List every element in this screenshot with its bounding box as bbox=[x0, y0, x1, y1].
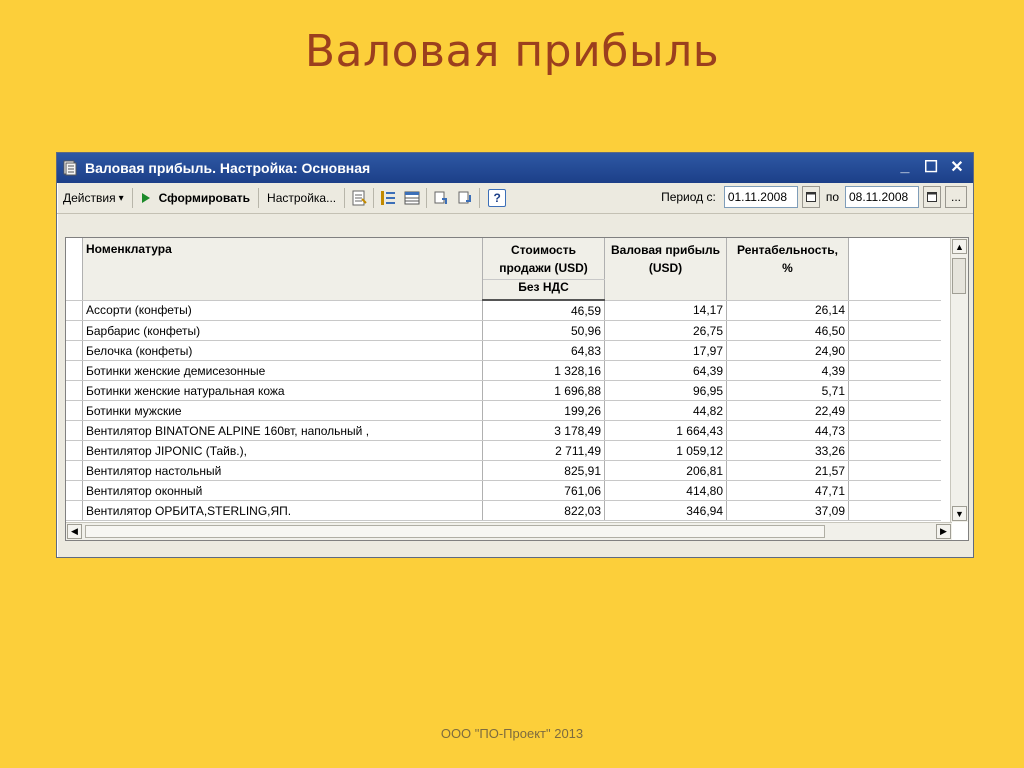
header-margin-line1: Рентабельность, bbox=[737, 243, 838, 257]
report-window bbox=[56, 152, 974, 558]
help-icon: ? bbox=[488, 189, 506, 207]
generate-button[interactable] bbox=[135, 186, 256, 210]
horizontal-scrollbar[interactable] bbox=[66, 522, 952, 540]
toolbar-divider bbox=[132, 188, 133, 208]
window-title: Валовая прибыль. Настройка: Основная bbox=[85, 160, 371, 176]
header-cost-line2: продажи (USD) bbox=[499, 261, 588, 275]
cell-margin[interactable]: 24,90 bbox=[727, 341, 849, 361]
toolbar-divider bbox=[373, 188, 374, 208]
cell-margin[interactable]: 33,26 bbox=[727, 441, 849, 461]
cell-profit[interactable]: 14,17 bbox=[605, 300, 727, 321]
slide-title: Валовая прибыль bbox=[304, 26, 720, 77]
cell-empty bbox=[849, 441, 941, 461]
cell-nomenclature[interactable]: Ботинки женские демисезонные bbox=[83, 361, 483, 381]
row-header-cell bbox=[66, 501, 83, 521]
cell-margin[interactable]: 5,71 bbox=[727, 381, 849, 401]
toolbar-divider bbox=[479, 188, 480, 208]
minimize-button[interactable]: _ bbox=[900, 158, 910, 175]
cell-nomenclature[interactable]: Вентилятор ОРБИТА,STERLING,ЯП. bbox=[83, 501, 483, 521]
cell-margin[interactable]: 47,71 bbox=[727, 481, 849, 501]
toolbar bbox=[57, 183, 973, 214]
toolbar-divider bbox=[344, 188, 345, 208]
scroll-right-icon[interactable]: ▶ bbox=[936, 524, 951, 539]
period-more-button[interactable]: ... bbox=[945, 186, 967, 208]
cell-empty bbox=[849, 361, 941, 381]
grid-body bbox=[66, 300, 941, 521]
cell-cost[interactable]: 1 328,16 bbox=[483, 361, 605, 381]
cell-profit[interactable]: 26,75 bbox=[605, 321, 727, 341]
cell-empty bbox=[849, 300, 941, 321]
header-cost-line1: Стоимость bbox=[511, 243, 576, 257]
cell-cost[interactable]: 46,59 bbox=[483, 300, 605, 321]
cell-nomenclature[interactable]: Ботинки женские натуральная кожа bbox=[83, 381, 483, 401]
cell-cost[interactable]: 3 178,49 bbox=[483, 421, 605, 441]
table-row[interactable] bbox=[66, 421, 941, 441]
table-row[interactable] bbox=[66, 300, 941, 321]
cell-profit[interactable]: 64,39 bbox=[605, 361, 727, 381]
table-row[interactable] bbox=[66, 501, 941, 521]
table-row[interactable] bbox=[66, 441, 941, 461]
cell-empty bbox=[849, 401, 941, 421]
cell-cost[interactable]: 2 711,49 bbox=[483, 441, 605, 461]
header-cost-sub: Без НДС bbox=[483, 280, 605, 301]
table-row[interactable] bbox=[66, 381, 941, 401]
table-row[interactable] bbox=[66, 321, 941, 341]
table-row[interactable] bbox=[66, 461, 941, 481]
report-icon[interactable] bbox=[350, 189, 368, 207]
maximize-button[interactable]: ☐ bbox=[923, 159, 939, 176]
cell-profit[interactable]: 96,95 bbox=[605, 381, 727, 401]
vertical-scrollbar[interactable] bbox=[950, 238, 968, 522]
header-margin-line2: % bbox=[782, 261, 793, 275]
cell-empty bbox=[849, 381, 941, 401]
settings-label: Настройка... bbox=[267, 191, 337, 205]
slide-footer: ООО "ПО-Проект" 2013 bbox=[440, 726, 584, 741]
row-header-cell bbox=[66, 341, 83, 361]
table-row[interactable] bbox=[66, 401, 941, 421]
header-cost[interactable] bbox=[483, 238, 605, 280]
filter-icon[interactable] bbox=[379, 189, 397, 207]
cell-empty bbox=[849, 321, 941, 341]
cell-margin[interactable]: 21,57 bbox=[727, 461, 849, 481]
cell-cost[interactable]: 825,91 bbox=[483, 461, 605, 481]
cell-margin[interactable]: 37,09 bbox=[727, 501, 849, 521]
chevron-down-icon: ▾ bbox=[118, 192, 124, 204]
row-header-cell bbox=[66, 381, 83, 401]
cell-empty bbox=[849, 421, 941, 441]
cell-profit[interactable]: 206,81 bbox=[605, 461, 727, 481]
calendar-icon[interactable] bbox=[802, 186, 820, 208]
cell-cost[interactable]: 761,06 bbox=[483, 481, 605, 501]
cell-profit[interactable]: 17,97 bbox=[605, 341, 727, 361]
header-empty bbox=[849, 238, 941, 300]
row-header-cell bbox=[66, 481, 83, 501]
header-profit[interactable] bbox=[605, 238, 727, 300]
undo-icon[interactable] bbox=[432, 189, 450, 207]
cell-cost[interactable]: 1 696,88 bbox=[483, 381, 605, 401]
cell-margin[interactable]: 4,39 bbox=[727, 361, 849, 381]
cell-cost[interactable]: 199,26 bbox=[483, 401, 605, 421]
cell-empty bbox=[849, 341, 941, 361]
row-header-cell bbox=[66, 421, 83, 441]
cell-nomenclature[interactable]: Белочка (конфеты) bbox=[83, 341, 483, 361]
cell-empty bbox=[849, 501, 941, 521]
period-to-label: по bbox=[825, 190, 839, 204]
cell-margin[interactable]: 22,49 bbox=[727, 401, 849, 421]
report-table bbox=[66, 238, 941, 521]
row-header-cell bbox=[66, 441, 83, 461]
cell-profit[interactable]: 346,94 bbox=[605, 501, 727, 521]
calendar-icon[interactable] bbox=[923, 186, 941, 208]
header-profit-line2: (USD) bbox=[648, 261, 683, 275]
cell-nomenclature[interactable]: Барбарис (конфеты) bbox=[83, 321, 483, 341]
cell-profit[interactable]: 1 059,12 bbox=[605, 441, 727, 461]
row-header-cell bbox=[66, 461, 83, 481]
cell-profit[interactable]: 1 664,43 bbox=[605, 421, 727, 441]
document-icon bbox=[63, 160, 77, 176]
toolbar-divider bbox=[258, 188, 259, 208]
actions-menu[interactable] bbox=[57, 186, 130, 210]
table-icon[interactable] bbox=[403, 189, 421, 207]
cell-profit[interactable]: 44,82 bbox=[605, 401, 727, 421]
header-margin[interactable] bbox=[727, 238, 849, 300]
horizontal-scroll-thumb[interactable] bbox=[85, 525, 825, 538]
generate-label: Сформировать bbox=[158, 191, 251, 205]
cell-cost[interactable]: 50,96 bbox=[483, 321, 605, 341]
header-profit-line1: Валовая прибыль bbox=[611, 243, 720, 257]
cell-nomenclature[interactable]: Вентилятор настольный bbox=[83, 461, 483, 481]
vertical-scroll-thumb[interactable] bbox=[952, 258, 966, 294]
row-header-cell bbox=[66, 401, 83, 421]
cell-nomenclature[interactable]: Ботинки мужские bbox=[83, 401, 483, 421]
scroll-down-icon[interactable]: ▼ bbox=[952, 506, 967, 521]
cell-empty bbox=[849, 461, 941, 481]
cell-margin[interactable]: 46,50 bbox=[727, 321, 849, 341]
table-row[interactable] bbox=[66, 361, 941, 381]
row-header-cell bbox=[66, 361, 83, 381]
report-grid bbox=[65, 237, 969, 541]
play-icon bbox=[141, 192, 151, 204]
period-to-input[interactable]: 08.11.2008 bbox=[845, 186, 919, 208]
table-row[interactable] bbox=[66, 341, 941, 361]
actions-label: Действия bbox=[63, 191, 116, 205]
cell-nomenclature[interactable]: Вентилятор оконный bbox=[83, 481, 483, 501]
settings-button[interactable] bbox=[261, 186, 342, 210]
cell-nomenclature[interactable]: Вентилятор JIPONIC (Тайв.), bbox=[83, 441, 483, 461]
header-nomenclature-label: Номенклатура bbox=[86, 242, 172, 256]
toolbar-divider bbox=[426, 188, 427, 208]
cell-cost[interactable]: 822,03 bbox=[483, 501, 605, 521]
period-selector bbox=[661, 186, 967, 208]
scroll-left-icon[interactable]: ◀ bbox=[67, 524, 82, 539]
scroll-up-icon[interactable]: ▲ bbox=[952, 239, 967, 254]
header-nomenclature[interactable] bbox=[83, 238, 483, 300]
cell-nomenclature[interactable]: Вентилятор BINATONE ALPINE 160вт, напольный , bbox=[83, 421, 483, 441]
close-button[interactable]: ✕ bbox=[950, 159, 964, 176]
table-row[interactable] bbox=[66, 481, 941, 501]
row-header-cell bbox=[66, 300, 83, 321]
cell-nomenclature[interactable]: Ассорти (конфеты) bbox=[83, 300, 483, 321]
period-from-input[interactable]: 01.11.2008 bbox=[724, 186, 798, 208]
cell-empty bbox=[849, 481, 941, 501]
cell-profit[interactable]: 414,80 bbox=[605, 481, 727, 501]
row-header-cell bbox=[66, 238, 83, 300]
cell-margin[interactable]: 26,14 bbox=[727, 300, 849, 321]
cell-cost[interactable]: 64,83 bbox=[483, 341, 605, 361]
cell-margin[interactable]: 44,73 bbox=[727, 421, 849, 441]
period-from-label: Период с: bbox=[661, 190, 716, 204]
row-header-cell bbox=[66, 321, 83, 341]
window-titlebar[interactable] bbox=[57, 153, 973, 183]
redo-icon[interactable] bbox=[456, 189, 474, 207]
header-row bbox=[66, 238, 941, 280]
help-button[interactable] bbox=[482, 186, 512, 210]
